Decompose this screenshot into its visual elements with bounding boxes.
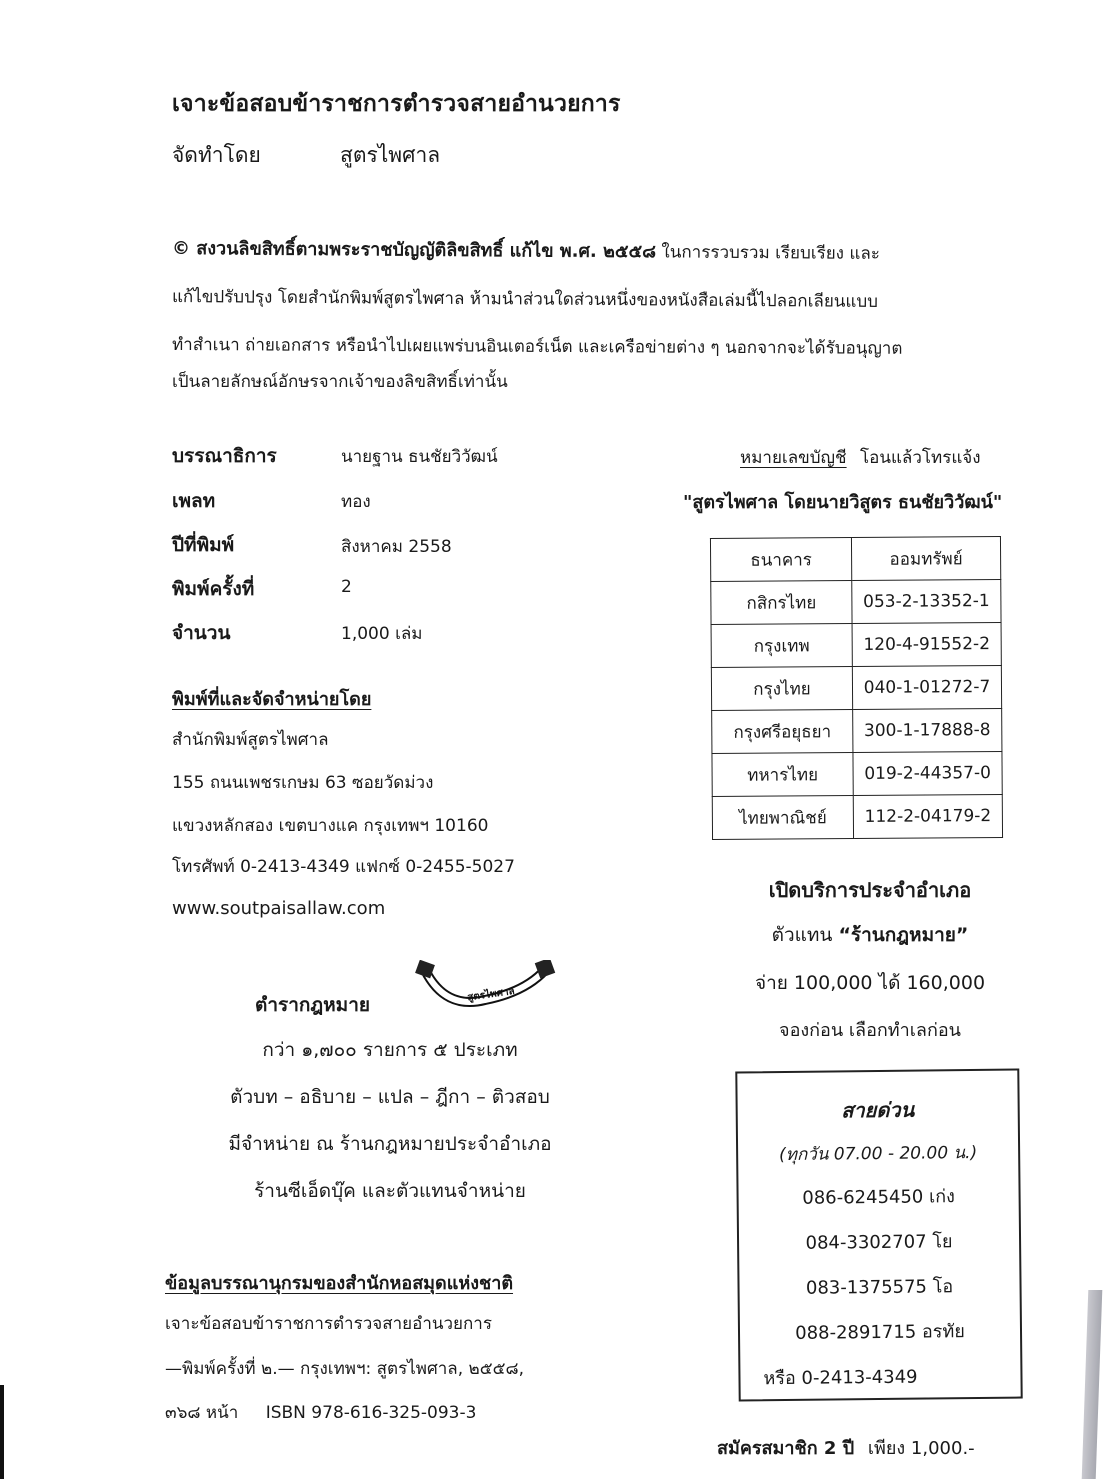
account-name: "สูตรไพศาล โดยนายวิสูตร ธนชัยวิวัฒน์": [683, 492, 1003, 513]
table-header-bank: ธนาคาร: [710, 538, 851, 582]
hotline-heading: สายด่วน: [841, 1097, 915, 1123]
membership-line: [717, 1433, 975, 1462]
account-instruction: โอนแล้วโทรแจ้ง: [860, 448, 981, 468]
publisher-website[interactable]: www.soutpaisallaw.com: [172, 898, 386, 919]
table-row: [711, 622, 1001, 667]
textbooks-heading: ตำรากฎหมาย: [255, 994, 370, 1016]
detail-label-editor: บรรณาธิการ: [172, 445, 277, 467]
account-number: 040-1-01272-7: [852, 665, 1001, 709]
membership-price: เพียง 1,000.-: [867, 1438, 975, 1459]
page-edge-shadow: [1082, 1290, 1103, 1479]
cataloging-line-2: —พิมพ์ครั้งที่ ๒.— กรุงเทพฯ: สูตรไพศาล, ๒๕๕๘,: [165, 1359, 524, 1379]
publisher-phone: โทรศัพท์ 0-2413-4349 แฟกซ์ 0-2455-5027: [172, 857, 515, 877]
hotline-box: [735, 1069, 1022, 1402]
hotline-contact: 086-6245450 เก่ง: [802, 1186, 955, 1209]
page-edge-left: [0, 1385, 4, 1479]
account-number: 112-2-04179-2: [853, 794, 1002, 838]
account-line: [740, 444, 981, 471]
cataloging-line-1: เจาะข้อสอบข้าราชการตำรวจสายอำนวยการ: [165, 1314, 492, 1334]
hotline-hours: (ทุกวัน 07.00 - 20.00 น.): [779, 1142, 978, 1166]
account-number: 300-1-17888-8: [853, 708, 1002, 752]
detail-value-edition: 2: [341, 577, 352, 597]
copyright-line-3: ทำสำเนา ถ่ายเอกสาร หรือนำไปเผยแพร่บนอินเตอร์เน็ต และเครือข่ายต่าง ๆ นอกจากจะได้รับอนุญาต: [171, 335, 903, 359]
publisher-address-1: 155 ถนนเพชรเกษม 63 ซอยวัดม่วง: [172, 773, 434, 793]
franchise-agent-name: “ร้านกฎหมาย”: [838, 924, 969, 946]
cut-off-text: [717, 1468, 917, 1479]
franchise-offer: จ่าย 100,000 ได้ 160,000: [754, 972, 986, 994]
publisher-logo-icon: [415, 960, 557, 1012]
bank-account-table: [710, 536, 1003, 840]
copyright-notice: © สงวนลิขสิทธิ์ตามพระราชบัญญัติลิขสิทธิ์ แก้ไข พ.ศ. ๒๕๕๘: [171, 238, 657, 263]
textbooks-line-4: ร้านซีเอ็ดบุ๊ค และตัวแทนจำหน่าย: [254, 1180, 526, 1202]
copyright-line-4: เป็นลายลักษณ์อักษรจากเจ้าของลิขสิทธิ์เท่านั้น: [172, 372, 508, 392]
copyright-line-2: แก้ไขปรับปรุง โดยสำนักพิมพ์สูตรไพศาล ห้ามนำส่วนใดส่วนหนึ่งของหนังสือเล่มนี้ไปลอกเลียนแบบ: [171, 287, 879, 312]
table-row: [711, 665, 1001, 710]
hotline-contact: 088-2891715 อรทัย: [795, 1321, 965, 1344]
bank-name: กรุงไทย: [711, 667, 852, 711]
detail-value-year: สิงหาคม 2558: [341, 537, 452, 557]
hotline-contact: 084-3302707 โย: [805, 1231, 953, 1254]
detail-label-year: ปีที่พิมพ์: [172, 534, 235, 556]
account-number: 120-4-91552-2: [852, 622, 1001, 666]
hotline-alt-number: หรือ 0-2413-4349: [763, 1366, 918, 1390]
franchise-note: จองก่อน เลือกทำเลก่อน: [779, 1020, 961, 1041]
membership-label: สมัครสมาชิก 2 ปี: [717, 1438, 855, 1459]
textbooks-line-3: มีจำหน่าย ณ ร้านกฎหมายประจำอำเภอ: [228, 1133, 552, 1155]
cataloging-line-3: [165, 1399, 476, 1426]
cataloging-pages: ๓๖๘ หน้า: [165, 1403, 239, 1423]
copyright-text: ในการรวบรวม เรียบเรียง และ: [655, 242, 880, 264]
bank-name: กสิกรไทย: [711, 581, 852, 625]
detail-value-quantity: 1,000 เล่ม: [341, 624, 423, 644]
account-number: 053-2-13352-1: [852, 579, 1001, 623]
account-number: 019-2-44357-0: [853, 751, 1002, 795]
publisher-heading: พิมพ์ที่และจัดจำหน่ายโดย: [172, 689, 372, 710]
table-row: [712, 794, 1002, 839]
bank-name: ไทยพาณิชย์: [712, 796, 853, 840]
table-row: [712, 751, 1002, 796]
detail-label-plate: เพลท: [172, 490, 216, 512]
table-row: [712, 708, 1002, 753]
franchise-agent: [720, 920, 1020, 950]
textbooks-line-2: ตัวบท – อธิบาย – แปล – ฎีกา – ติวสอบ: [230, 1086, 550, 1108]
table-row: [711, 579, 1001, 624]
table-header-row: [710, 536, 1000, 581]
franchise-heading: เปิดบริการประจำอำเภอ: [768, 878, 972, 902]
cataloging-heading: ข้อมูลบรรณานุกรมของสำนักหอสมุดแห่งชาติ: [165, 1273, 514, 1294]
table-header-savings: ออมทรัพย์: [851, 536, 1000, 580]
publisher-name: สำนักพิมพ์สูตรไพศาล: [172, 730, 329, 750]
byline-label: จัดทำโดย: [172, 143, 261, 167]
bank-name: กรุงศรีอยุธยา: [712, 710, 853, 754]
publisher-address-2: แขวงหลักสอง เขตบางแค กรุงเทพฯ 10160: [172, 816, 489, 836]
hotline-contact: 083-1375575 โอ: [805, 1276, 954, 1299]
copyright-line-1: [172, 240, 880, 263]
detail-label-edition: พิมพ์ครั้งที่: [172, 578, 255, 600]
cataloging-isbn: ISBN 978-616-325-093-3: [265, 1403, 477, 1423]
detail-value-editor: นายฐาน ธนชัยวิวัฒน์: [341, 447, 498, 467]
bank-name: กรุงเทพ: [711, 624, 852, 668]
franchise-agent-label: ตัวแทน: [771, 924, 833, 946]
detail-value-plate: ทอง: [341, 492, 371, 512]
textbooks-line-1: กว่า ๑,๗๐๐ รายการ ๕ ประเภท: [262, 1039, 518, 1061]
account-label: หมายเลขบัญชี: [740, 448, 847, 468]
bank-name: ทหารไทย: [712, 753, 853, 797]
detail-label-quantity: จำนวน: [172, 622, 231, 644]
book-title: เจาะข้อสอบข้าราชการตำรวจสายอำนวยการ: [172, 91, 621, 117]
svg-text:สูตรไพศาล: สูตรไพศาล: [466, 985, 516, 1004]
byline-value: สูตรไพศาล: [340, 143, 441, 167]
